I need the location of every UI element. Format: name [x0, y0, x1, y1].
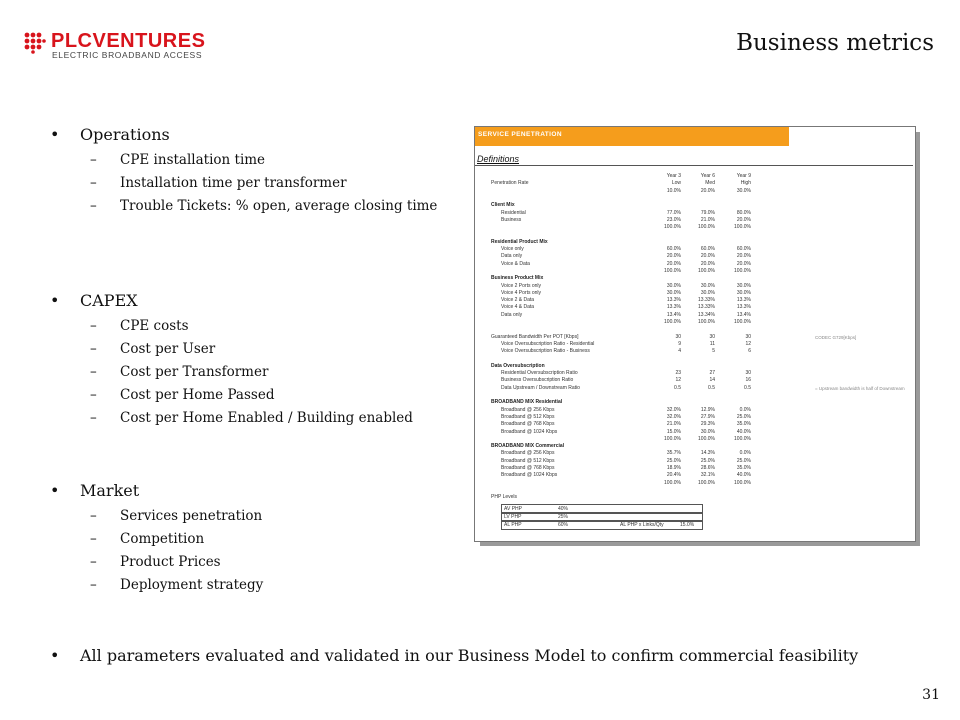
sheet-cell: 20.0% [700, 187, 715, 194]
sheet-row-label: Data Oversubscription [491, 362, 545, 369]
sheet-row [475, 450, 905, 457]
sheet-row-label: Residential [501, 209, 526, 216]
sheet-cell: 20.0% [736, 216, 751, 223]
sheet-cell: 11 [709, 340, 715, 347]
sheet-row [475, 472, 905, 479]
sheet-row [475, 377, 905, 384]
sheet-row-label: Residential Product Mix [491, 238, 548, 245]
sheet-cell: 100.0% [698, 479, 715, 486]
sheet-row-label: Data only [501, 253, 523, 260]
sheet-php-extra-label: AL PHP x Links/Qty [620, 521, 664, 528]
sheet-cell: 100.0% [664, 435, 681, 442]
sheet-row-label: Voice 2 & Data [501, 297, 535, 304]
sheet-cell: Year 3 [666, 173, 681, 179]
sheet-row [475, 334, 905, 341]
sheet-row [475, 268, 905, 275]
page-title: Business metrics [736, 30, 934, 56]
sheet-row [475, 210, 905, 217]
sheet-cell: 100.0% [734, 319, 751, 325]
sheet-row-label: Broadband @ 512 Kbps [501, 457, 555, 464]
sheet-cell: 30.0% [666, 282, 681, 289]
section-item: – CPE costs [50, 315, 413, 338]
sheet-cell: 30.0% [736, 289, 751, 296]
sheet-cell: 32.0% [666, 406, 681, 413]
sheet-row-label: Voice Oversubscription Ratio - Residential [501, 340, 595, 347]
sheet-cell: 100.0% [664, 224, 681, 231]
sheet-row-label: Voice 4 & Data [501, 304, 535, 311]
logo-dots-icon [24, 32, 46, 54]
sheet-cell: 30.0% [700, 289, 715, 296]
sheet-cell: 13.3% [666, 297, 681, 304]
sheet-cell: 13.33% [698, 304, 715, 311]
sheet-cell: 30 [745, 333, 751, 340]
sheet-cell: 0.5 [744, 384, 751, 391]
section-item: – Cost per Transformer [50, 361, 413, 384]
sheet-row-label: Broadband @ 768 Kbps [501, 465, 555, 471]
sheet-cell: 9 [678, 340, 681, 347]
sheet-divider [475, 165, 913, 166]
sheet-row-label: Guaranteed Bandwidth Per POT [Kbps] [491, 333, 579, 340]
sheet-cell: 0.5 [674, 384, 681, 391]
sheet-row-label: Broadband @ 256 Kbps [501, 450, 555, 457]
sheet-row [475, 231, 905, 238]
sheet-php-extra-value: 15.0% [680, 521, 695, 528]
sheet-cell: 13.3% [736, 297, 751, 304]
section-market [50, 481, 263, 597]
sheet-cell: 10.0% [666, 187, 681, 194]
section-heading: • Market [50, 481, 263, 501]
sheet-cell: 30.0% [736, 282, 751, 289]
sheet-row [475, 217, 905, 224]
sheet-cell: 30 [745, 370, 751, 377]
sheet-cell: 13.34% [698, 311, 715, 318]
section-item: – Installation time per transformer [50, 172, 437, 195]
sheet-row [475, 224, 905, 231]
section-item: – CPE installation time [50, 149, 437, 172]
sheet-cell: 12 [675, 377, 681, 384]
sheet-cell: 23 [675, 370, 681, 377]
sheet-row [475, 239, 905, 246]
sheet-row [475, 195, 905, 202]
sheet-cell: 25.0% [700, 457, 715, 464]
sheet-row [475, 290, 905, 297]
sheet-cell: 21.0% [700, 216, 715, 223]
sheet-cell: 25.0% [666, 457, 681, 464]
sheet-cell: 0.0% [739, 450, 751, 457]
sheet-row [475, 399, 905, 406]
sheet-row-label: Voice Oversubscription Ratio - Business [501, 348, 590, 355]
sheet-cell: 20.0% [736, 260, 751, 267]
sheet-cell: 60.0% [700, 246, 715, 252]
sheet-cell: 100.0% [734, 267, 751, 274]
sheet-cell: 30.0% [700, 282, 715, 289]
sheet-cell: 0.0% [739, 406, 751, 413]
sheet-cell: 12 [745, 340, 751, 347]
sheet-row-label: Broadband @ 512 Kbps [501, 413, 555, 420]
sheet-row-label: Residential Oversubscription Ratio [501, 370, 578, 377]
sheet-cell: 5 [712, 348, 715, 355]
sheet-cell: 100.0% [698, 319, 715, 325]
sheet-cell: 77.0% [666, 209, 681, 216]
sheet-cell: 80.0% [736, 209, 751, 216]
sheet-row [475, 348, 905, 355]
sheet-cell: 25.0% [736, 413, 751, 420]
sheet-row [475, 326, 905, 333]
sheet-cell: 16 [745, 377, 751, 384]
sheet-row [475, 429, 905, 436]
sheet-cell: 28.6% [700, 465, 715, 471]
section-heading: • Operations [50, 125, 437, 145]
sheet-cell: 40.0% [736, 428, 751, 435]
sheet-cell: 100.0% [698, 267, 715, 274]
section-item: – Cost per User [50, 338, 413, 361]
sheet-php-label: AL PHP [504, 521, 522, 528]
sheet-cell: 35.0% [736, 421, 751, 428]
sheet-row-label: Penetration Rate [491, 180, 529, 187]
sheet-cell: 13.4% [736, 311, 751, 318]
sheet-cell: 30.0% [736, 187, 751, 194]
sheet-row-label: Broadband @ 1024 Kbps [501, 472, 558, 479]
sheet-row [475, 312, 905, 319]
sheet-cell: 13.4% [666, 311, 681, 318]
sheet-cell: 29.3% [700, 421, 715, 428]
sheet-row-label: Business Product Mix [491, 275, 544, 282]
section-item: – Deployment strategy [50, 574, 263, 597]
section-item: – Competition [50, 528, 263, 551]
sheet-row [475, 275, 905, 282]
sheet-row-label: PHP Levels [491, 494, 518, 501]
logo-brand-text: PLCVENTURES [51, 30, 206, 52]
sheet-row-label: Business [501, 216, 522, 223]
sheet-cell: 6 [748, 348, 751, 355]
page-number: 31 [922, 687, 940, 703]
section-item-list [50, 505, 263, 597]
sheet-cell: High [740, 180, 751, 187]
sheet-php-value: 60% [558, 521, 569, 528]
sheet-row [475, 487, 905, 494]
sheet-cell: 14 [709, 377, 715, 384]
sheet-banner [475, 127, 789, 146]
sheet-row [475, 297, 905, 304]
sheet-cell: 30.0% [700, 428, 715, 435]
sheet-row-label: Client Mix [491, 202, 515, 209]
sheet-cell: 32.0% [666, 413, 681, 420]
section-item: – Product Prices [50, 551, 263, 574]
sheet-row [475, 261, 905, 268]
sheet-row-label: Voice & Data [501, 260, 530, 267]
sheet-row [475, 356, 905, 363]
sheet-row [475, 363, 905, 370]
sheet-definitions-heading: Definitions [477, 154, 520, 164]
sheet-cell: 20.4% [666, 472, 681, 479]
sheet-php-label: AV PHP [504, 505, 522, 512]
section-capex [50, 291, 413, 430]
sheet-row-label: Business Oversubscription Ratio [501, 377, 574, 384]
sheet-cell: 13.3% [736, 304, 751, 311]
section-item: – Trouble Tickets: % open, average closing time [50, 195, 437, 218]
sheet-row [475, 173, 905, 180]
section-item-list [50, 315, 413, 430]
sheet-cell: 20.0% [736, 253, 751, 260]
sheet-row [475, 319, 905, 326]
sheet-row [475, 202, 905, 209]
sheet-cell: 60.0% [666, 246, 681, 252]
sheet-cell: 100.0% [734, 224, 751, 231]
sheet-cell: 79.0% [700, 209, 715, 216]
conclusion-bullet: • All parameters evaluated and validated in our Business Model to confirm commercial feasibility [50, 646, 858, 665]
sheet-row-label: Broadband @ 256 Kbps [501, 406, 555, 413]
sheet-cell: 100.0% [664, 319, 681, 325]
sheet-cell: 20.0% [666, 253, 681, 260]
sheet-cell: 13.3% [666, 304, 681, 311]
sheet-cell: 20.0% [700, 260, 715, 267]
sheet-row-label: BROADBAND MIX Commercial [491, 443, 565, 450]
sheet-cell: 30 [709, 333, 715, 340]
sheet-cell: 35.7% [666, 450, 681, 457]
section-heading: • CAPEX [50, 291, 413, 311]
sheet-cell: 32.1% [700, 472, 715, 479]
sheet-cell: 4 [678, 348, 681, 355]
company-logo [24, 30, 254, 60]
sheet-row [475, 304, 905, 311]
sheet-row-label: Data only [501, 311, 523, 318]
sheet-cell: 15.0% [666, 428, 681, 435]
sheet-php-value: 25% [558, 513, 569, 520]
sheet-cell: 100.0% [698, 435, 715, 442]
sheet-row-note: = Upstream bandwidth is half of Downstream [815, 385, 905, 391]
sheet-cell: 18.9% [666, 465, 681, 471]
sheet-row [475, 188, 905, 195]
sheet-row-label: Voice 2 Ports only [501, 282, 542, 289]
sheet-cell: 23.0% [666, 216, 681, 223]
sheet-cell: 21.0% [666, 421, 681, 428]
sheet-cell: 25.0% [736, 457, 751, 464]
sheet-cell: 13.33% [698, 297, 715, 304]
sheet-row [475, 458, 905, 465]
sheet-row-label: BROADBAND MIX Residential [491, 399, 563, 406]
sheet-cell: Year 6 [700, 173, 715, 179]
sheet-cell: 35.0% [736, 465, 751, 471]
section-item: – Cost per Home Passed [50, 384, 413, 407]
spreadsheet-image [474, 126, 916, 542]
sheet-cell: 20.0% [700, 253, 715, 260]
sheet-php-level [501, 520, 703, 530]
sheet-cell: 20.0% [666, 260, 681, 267]
sheet-cell: 0.5 [708, 384, 715, 391]
sheet-row-label: Broadband @ 768 Kbps [501, 421, 555, 428]
sheet-row-note: CODEC G729[Kbps] [815, 334, 857, 340]
sheet-cell: Low [671, 180, 681, 187]
sheet-row [475, 414, 905, 421]
sheet-cell: 100.0% [664, 267, 681, 274]
sheet-row [475, 480, 905, 487]
sheet-cell: 30.0% [666, 289, 681, 296]
sheet-cell: 100.0% [664, 479, 681, 486]
section-item: – Services penetration [50, 505, 263, 528]
sheet-row [475, 494, 905, 501]
section-item-list [50, 149, 437, 218]
sheet-row [475, 407, 905, 414]
sheet-cell: 100.0% [698, 224, 715, 231]
sheet-cell: 14.3% [700, 450, 715, 457]
sheet-row [475, 421, 905, 428]
sheet-php-value: 40% [558, 505, 569, 512]
sheet-php-label: LV PHP [504, 513, 522, 520]
sheet-row [475, 370, 905, 377]
sheet-banner-title: SERVICE PENETRATION [478, 131, 562, 138]
sheet-cell: Med [705, 180, 715, 187]
sheet-cell: 30 [675, 333, 681, 340]
sheet-cell: 27.9% [700, 413, 715, 420]
sheet-cell: 100.0% [734, 435, 751, 442]
sheet-cell: 60.0% [736, 246, 751, 252]
sheet-row [475, 392, 905, 399]
logo-tagline: ELECTRIC BROADBAND ACCESS [52, 50, 203, 60]
sheet-row-label: Data Upstream / Downstream Ratio [501, 384, 580, 391]
sheet-cell: 27 [709, 370, 715, 377]
sheet-row-label: Voice only [501, 246, 524, 252]
section-item: – Cost per Home Enabled / Building enabled [50, 407, 413, 430]
sheet-row [475, 465, 905, 472]
sheet-cell: 40.0% [736, 472, 751, 479]
sheet-row-label: Voice 4 Ports only [501, 289, 542, 296]
sheet-row [475, 283, 905, 290]
sheet-row [475, 341, 905, 348]
sheet-row [475, 246, 905, 253]
sheet-row [475, 443, 905, 450]
sheet-row [475, 253, 905, 260]
sheet-cell: Year 9 [736, 173, 751, 179]
sheet-row [475, 180, 905, 187]
sheet-cell: 12.9% [700, 406, 715, 413]
sheet-row [475, 436, 905, 443]
sheet-cell: 100.0% [734, 479, 751, 486]
section-operations [50, 125, 437, 218]
sheet-row [475, 385, 905, 392]
sheet-row-label: Broadband @ 1024 Kbps [501, 428, 558, 435]
